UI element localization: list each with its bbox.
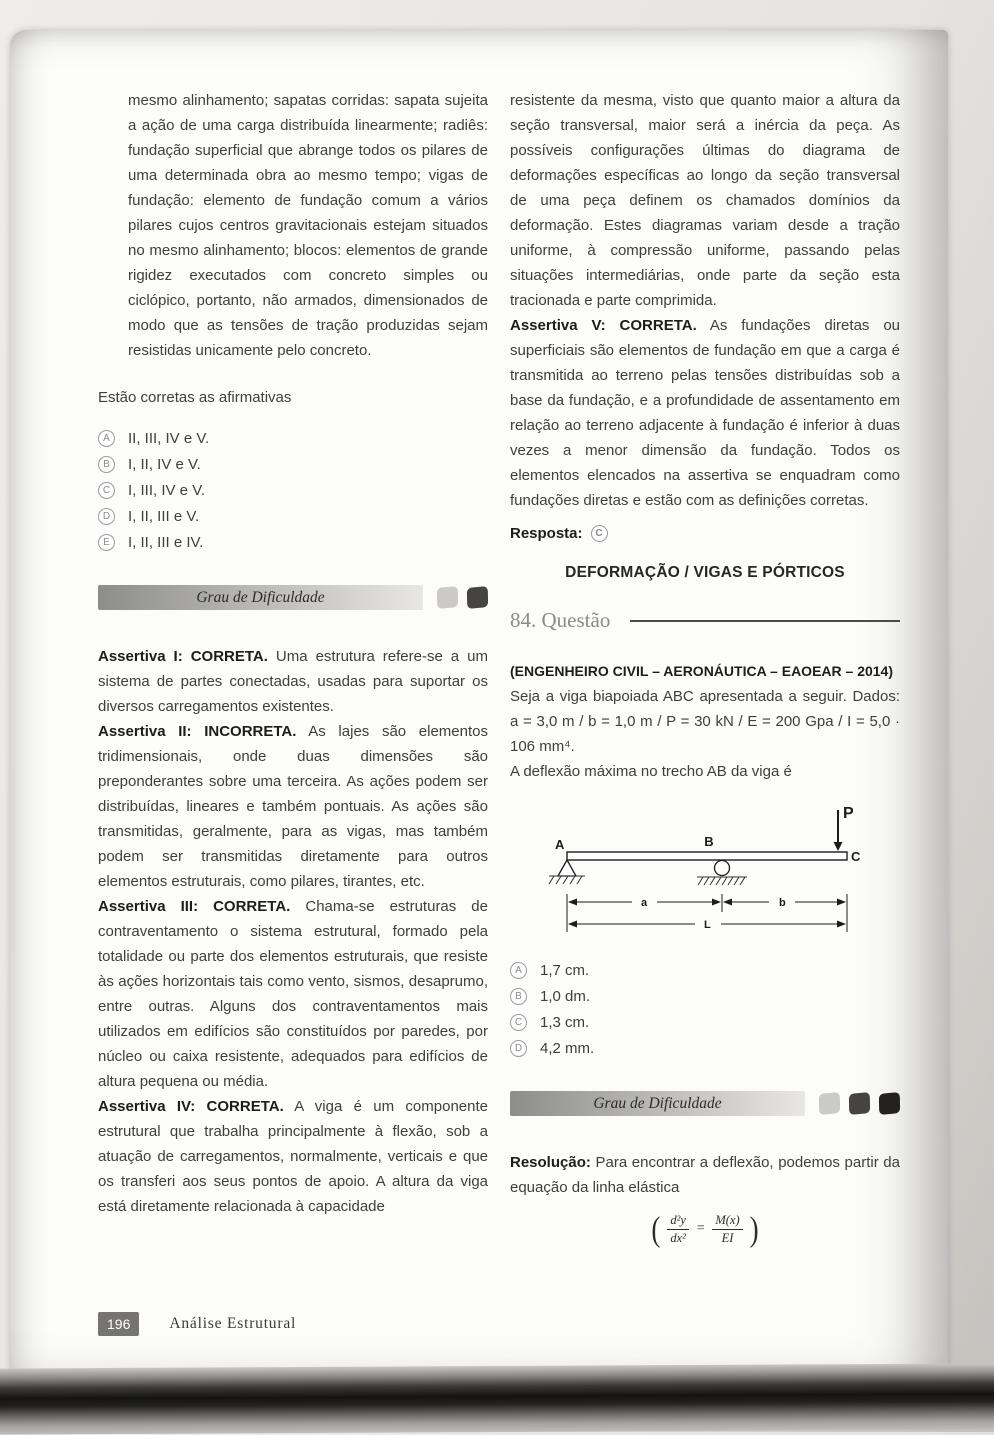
pin-support-a — [558, 860, 576, 876]
option-a — [98, 430, 488, 447]
assertiva-2-lead: Assertiva II: INCORRETA. — [98, 723, 297, 740]
difficulty-label: Grau de Dificuldade — [196, 588, 325, 606]
option-text: 1,0 dm. — [540, 988, 591, 1005]
option-e — [98, 534, 488, 551]
difficulty-square-dark — [849, 1092, 870, 1115]
option-letter-circle: C — [98, 482, 115, 499]
load-label: P — [843, 805, 854, 822]
option-letter-circle: A — [510, 962, 527, 979]
right-column — [510, 88, 900, 1247]
answer-line — [510, 525, 900, 542]
difficulty-bar — [510, 1091, 805, 1116]
option-letter-circle: D — [510, 1040, 527, 1057]
beam-diagram — [537, 800, 873, 942]
dim-b-label: b — [779, 897, 786, 909]
node-c-label: C — [851, 849, 861, 864]
difficulty-square-light — [819, 1092, 840, 1115]
two-column-layout — [10, 30, 948, 1247]
assertiva-1-paragraph — [98, 644, 488, 719]
close-paren: ) — [749, 1209, 759, 1249]
continuation-paragraph: resistente da mesma, visto que quanto maior a altura da seção transversal, maior será a inércia da peça. As possíveis configurações últimas do diagrama de deformações específicas ao longo da seção transversal de uma peça definem os chamados domínios da deformação. Estes diagramas variam desde a tração uniforme, à compressão uniforme, passando pelas situações intermediárias, onde parte da seção esta tracionada e parte comprimida. — [510, 92, 900, 309]
difficulty-indicator-q83 — [98, 585, 488, 610]
ground-hatching-b — [697, 877, 747, 885]
option-text: I, II, IV e V. — [128, 456, 201, 473]
page-footer — [98, 1312, 296, 1336]
assertiva-3-paragraph — [98, 894, 488, 1094]
assertiva-5-text: As fundações diretas ou superficiais são elementos de fundação em que a carga é transmitida ao terreno pelas tensões distribuídas sob a base da fundação, e a profundidade de assentamento em relação ao terreno adjacente à fundação é inferior à duas vezes a menor dimensão da fundação. Todos os elementos elencados na assertiva se enquadram como fundações diretas e estão com as definições corretas. — [510, 317, 900, 509]
option-letter-circle: B — [510, 988, 527, 1005]
left-column — [98, 88, 488, 1247]
option-c — [510, 1014, 900, 1031]
option-c — [98, 482, 488, 499]
intro-paragraph: mesmo alinhamento; sapatas corridas: sapata sujeita a ação de uma carga distribuída linearmente; radiês: fundação superficial que abrange todos os pilares de uma determinada obra ao mesmo tempo; vigas de fundação: elemento de fundação comum a vários pilares cujos centros gravitacionais estejam situados no mesmo alinhamento; blocos: elementos de grande rigidez executados com concreto simples ou ciclópico, portanto, não armados, dimensionados de modo que as tensões de tração produzidas sejam resistidas unicamente pelo concreto. — [128, 92, 488, 359]
fraction-denominator: dx² — [670, 1231, 686, 1246]
fraction-denominator: EI — [721, 1231, 734, 1246]
option-text: I, II, III e V. — [128, 508, 200, 525]
assertiva-5-paragraph — [510, 313, 900, 513]
assertiva-4-text: A viga é um componente estrutural que trabalha principalmente à flexão, sob a atuação de carregamentos, normalmente, verticais e que os transferi aos seus pontos de apoio. A altura da viga está diretamente relacionada à capacidade — [98, 1098, 488, 1215]
question-text-2: A deflexão máxima no trecho AB da viga é — [510, 763, 792, 780]
answer-label: Resposta: — [510, 525, 583, 542]
fraction-numerator: d²y — [667, 1212, 689, 1230]
option-letter-circle: C — [510, 1014, 527, 1031]
section-heading: DEFORMAÇÃO / VIGAS E PÓRTICOS — [565, 564, 845, 581]
beam-bar — [567, 852, 847, 860]
difficulty-squares — [437, 587, 488, 608]
dim-l-label: L — [704, 919, 711, 931]
heading-rule — [630, 620, 900, 622]
options-list-q84 — [510, 962, 900, 1057]
assertiva-2-paragraph — [98, 719, 488, 894]
question-text: Seja a viga biapoiada ABC apresentada a seguir. Dados: a = 3,0 m / b = 1,0 m / P = 30 kN / E = 200 Gpa / I = 5,0 · 106 mm⁴. — [510, 688, 900, 755]
difficulty-square-light — [437, 586, 458, 609]
fraction-right — [712, 1212, 742, 1247]
option-a — [510, 962, 900, 979]
assertiva-4-paragraph — [98, 1094, 488, 1219]
option-text: 1,3 cm. — [540, 1014, 590, 1031]
ground-hatching-a — [549, 876, 585, 884]
assertiva-5-lead: Assertiva V: CORRETA. — [510, 317, 697, 334]
option-text: I, III, IV e V. — [128, 482, 205, 499]
assertiva-3-text: Chama-se estruturas de contraventamento o sistema estrutural, formado pela totalidade ou parte dos elementos estruturais, que resiste às ações horizontais tais como vento, sismos, desaprumo, entre outras. Alguns dos contraventamentos mais utilizados em edifícios são constituídos por paredes, por núcleo ou caixa resistente, adequados para edifícios de altura pequena ou média. — [98, 898, 488, 1090]
option-b — [98, 456, 488, 473]
difficulty-indicator-q84 — [510, 1091, 900, 1116]
resolution-paragraph — [510, 1150, 900, 1200]
option-d — [510, 1040, 900, 1057]
option-b — [510, 988, 900, 1005]
question-84-heading — [510, 608, 900, 633]
equals-sign: = — [695, 1221, 706, 1237]
option-d — [98, 508, 488, 525]
option-letter-circle: A — [98, 430, 115, 447]
assertiva-4-lead: Assertiva IV: CORRETA. — [98, 1098, 284, 1115]
fraction-left — [667, 1212, 689, 1247]
open-paren: ( — [651, 1209, 661, 1249]
node-b-label: B — [704, 834, 714, 849]
assertiva-3-lead: Assertiva III: CORRETA. — [98, 898, 291, 915]
question-prompt: Estão corretas as afirmativas — [98, 389, 292, 406]
difficulty-square-dark — [467, 586, 488, 609]
book-title: Análise Estrutural — [169, 1315, 297, 1332]
book-page — [10, 30, 948, 1372]
fraction-numerator: M(x) — [712, 1212, 742, 1230]
load-arrowhead — [834, 842, 843, 851]
option-text: I, II, III e IV. — [128, 534, 204, 551]
page-number-badge: 196 — [98, 1312, 139, 1336]
question-number: 84. Questão — [510, 608, 611, 632]
difficulty-square-darker — [879, 1092, 900, 1115]
difficulty-label: Grau de Dificuldade — [593, 1094, 722, 1112]
assertiva-1-lead: Assertiva I: CORRETA. — [98, 648, 268, 665]
option-letter-circle: E — [98, 534, 115, 551]
option-text: 1,7 cm. — [540, 962, 590, 979]
node-a-label: A — [555, 837, 565, 852]
option-letter-circle: B — [98, 456, 115, 473]
assertiva-1-text: Uma estrutura refere-se a um sistema de partes conectadas, usadas para suportar os diversos carregamentos existentes. — [98, 648, 488, 715]
option-text: 4,2 mm. — [540, 1040, 595, 1057]
beam-figure — [510, 800, 900, 942]
difficulty-squares — [819, 1093, 900, 1114]
option-letter-circle: D — [98, 508, 115, 525]
answer-letter-circle: C — [591, 525, 608, 542]
assertiva-2-text: As lajes são elementos tridimensionais, onde duas dimensões são preponderantes sobre uma terceira. As ações podem ser distribuídas, lineares e também pontuais. As ações são transmitidas, geralmente, para as vigas, mas também podem ser transmitidas diretamente para outros elementos estruturais, como pilares, tirantes, etc. — [98, 723, 488, 890]
options-list-q83 — [98, 430, 488, 551]
dim-a-label: a — [641, 897, 648, 909]
option-text: II, III, IV e V. — [128, 430, 210, 447]
resolution-text: Para encontrar a deflexão, podemos partir da equação da linha elástica — [510, 1154, 900, 1196]
question-source: (ENGENHEIRO CIVIL – AERONÁUTICA – EAOEAR – 2014) — [510, 663, 894, 679]
resolution-lead: Resolução: — [510, 1154, 591, 1171]
difficulty-bar — [98, 585, 423, 610]
book-edge-shadow — [0, 1363, 994, 1434]
elastic-line-equation — [510, 1209, 900, 1249]
roller-support-b — [715, 861, 730, 876]
